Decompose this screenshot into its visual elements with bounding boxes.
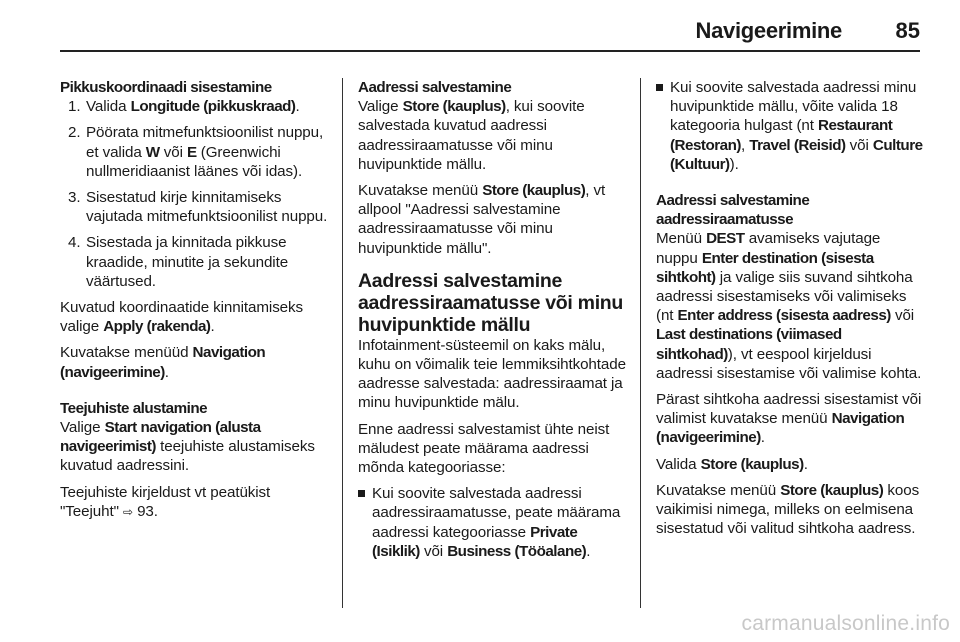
- list-item: Kui soovite salvestada aadressi aadressiraamatusse, peate määrama aadressi kategooriasse Private (Isiklik) või Business (Tööalane).: [358, 484, 626, 561]
- watermark: carmanualsonline.info: [741, 612, 950, 635]
- paragraph: Enne aadressi salvestamist ühte neist mäludest peate määrama aadressi mõnda kategooriasse:: [358, 420, 610, 477]
- list-item: Kui soovite salvestada aadressi minu huvipunktide mällu, võite valida 18 kategooria hulgast (nt Restaurant (Restoran), Travel (Reisid) või Culture (Kultuur)).: [656, 78, 926, 174]
- paragraph: Kuvatakse menüü Store (kauplus) koos vaikimisi nimega, milleks on eelmisena sisestatud või valitud sihtkoha aadress.: [656, 481, 920, 538]
- bullet-square-icon: [358, 490, 365, 497]
- paragraph: Kuvatakse menüü Store (kauplus), vt allpool "Aadressi salvestamine aadressiraamatusse või minu huvipunktide mällu".: [358, 182, 606, 257]
- page-number: 85: [895, 18, 920, 43]
- page-header: [60, 14, 920, 52]
- section-heading: Aadressi salvestamine: [358, 79, 512, 96]
- column-2: [358, 78, 626, 568]
- column-3: [656, 78, 926, 545]
- list-item: 2. Pöörata mitmefunktsioonilist nuppu, et valida W või E (Greenwichi nullmeridiaanist läänes või idas).: [68, 124, 324, 180]
- paragraph: Kuvatakse menüüd Navigation (navigeerimine).: [60, 344, 266, 381]
- column-divider: [640, 78, 641, 608]
- bullet-list: [656, 78, 926, 174]
- paragraph: Teejuhiste kirjeldust vt peatükist "Teejuht" ⇨ 93.: [60, 483, 271, 520]
- paragraph: Valige Store (kauplus), kui soovite salvestada kuvatud aadressi aadressiraamatusse või minu huvipunktide mällu.: [358, 98, 585, 173]
- section-heading-large: Aadressi salvestamine aadressiraamatusse või minu huvipunktide mällu: [358, 269, 624, 336]
- section-heading: Aadressi salvestamine aadressiraamatusse: [656, 192, 810, 229]
- paragraph: Infotainment-süsteemil on kaks mälu, kuhu on võimalik teie lemmiksihtkohtade aadresse salvestada: aadressiraamat ja minu huvipunktide mälu.: [358, 336, 626, 412]
- page-reference-arrow-icon: ⇨: [122, 504, 133, 519]
- paragraph: Valige Start navigation (alusta navigeerimist) teejuhiste alustamiseks kuvatud aadressini.: [60, 419, 315, 475]
- column-1: [60, 78, 330, 529]
- paragraph: Kuvatud koordinaatide kinnitamiseks valige Apply (rakenda).: [60, 299, 304, 336]
- list-item: 3. Sisestatud kirje kinnitamiseks vajutada mitmefunktsioonilist nuppu.: [68, 189, 328, 226]
- paragraph: Valida Store (kauplus).: [656, 455, 808, 473]
- section-heading: Pikkuskoordinaadi sisestamine: [60, 79, 272, 96]
- section-heading: Teejuhiste alustamine: [60, 399, 208, 417]
- page-title: Navigeerimine: [695, 18, 842, 43]
- list-item: 1. Valida Longitude (pikkuskraad).: [68, 98, 300, 116]
- steps-list: [60, 97, 330, 291]
- paragraph: Menüü DEST avamiseks vajutage nuppu Enter destination (sisesta sihtkoht) ja valige siis suvand sihtkoha aadressi sisestamiseks või valimiseks (nt Enter address (sisesta aadress) või Last destinations (viimased sihtkohad)), vt eespool kirjeldusi aadressi sisestamise või valimise kohta.: [656, 230, 922, 382]
- bullet-list: [358, 484, 626, 561]
- list-item: 4. Sisestada ja kinnitada pikkuse kraadide, minutite ja sekundite väärtused.: [68, 234, 289, 290]
- column-divider: [342, 78, 343, 608]
- bullet-square-icon: [656, 84, 663, 91]
- paragraph: Pärast sihtkoha aadressi sisestamist või valimist kuvatakse menüü Navigation (navigeerimine).: [656, 391, 922, 447]
